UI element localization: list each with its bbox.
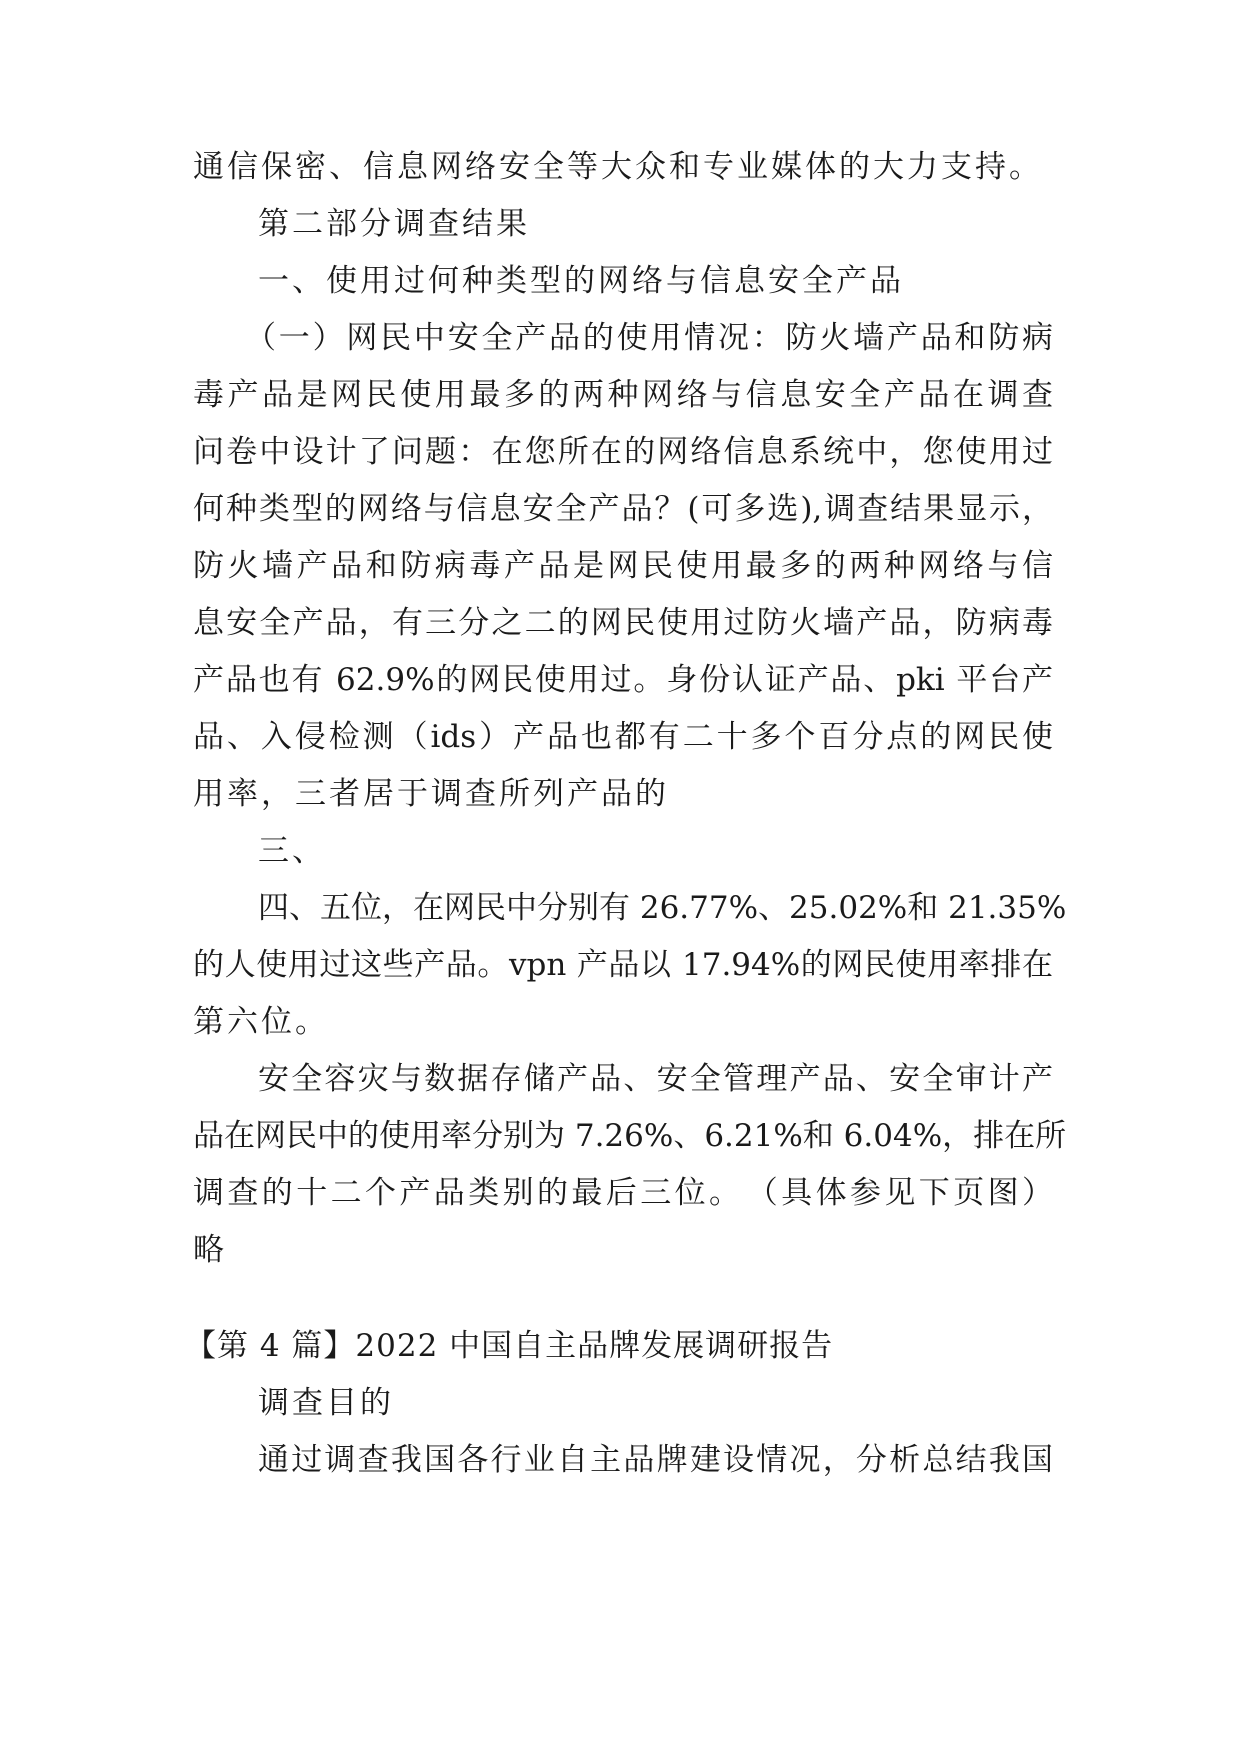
- text-line-1: 通信保密、信息网络安全等大众和专业媒体的大力支持。: [193, 149, 1043, 185]
- paragraph-line-18: 通过调查我国各行业自主品牌建设情况，分析总结我国: [258, 1442, 1053, 1478]
- paragraph-line-9: 用率，三者居于调查所列产品的: [193, 776, 669, 812]
- paragraph-line-6: 息安全产品，有三分之二的网民使用过防火墙产品，防病毒: [193, 605, 1053, 641]
- paragraph-line-3: 问卷中设计了问题：在您所在的网络信息系统中，您使用过: [193, 434, 1053, 470]
- paragraph-line-17: 略: [193, 1232, 227, 1268]
- paragraph-line-1: （一）网民中安全产品的使用情况：防火墙产品和防病: [245, 320, 1053, 356]
- paragraph-line-12: 的人使用过这些产品。vpn 产品以 17.94%的网民使用率排在: [193, 947, 1053, 983]
- subsection-heading-one: 一、使用过何种类型的网络与信息安全产品: [258, 263, 904, 299]
- paragraph-line-14: 安全容灾与数据存储产品、安全管理产品、安全审计产: [258, 1061, 1053, 1097]
- paragraph-line-16: 调查的十二个产品类别的最后三位。 （具体参见下页图）: [193, 1175, 1053, 1211]
- paragraph-line-11: 四、五位，在网民中分别有 26.77%、25.02%和 21.35%: [258, 890, 1067, 926]
- paragraph-line-15: 品在网民中的使用率分别为 7.26%、6.21%和 6.04%，排在所: [193, 1118, 1067, 1154]
- paragraph-line-2: 毒产品是网民使用最多的两种网络与信息安全产品在调查: [193, 377, 1053, 413]
- paragraph-line-4: 何种类型的网络与信息安全产品？(可多选),调查结果显示，: [193, 491, 1053, 527]
- paragraph-line-5: 防火墙产品和防病毒产品是网民使用最多的两种网络与信: [193, 548, 1053, 584]
- article-heading: 【第 4 篇】2022 中国自主品牌发展调研报告: [185, 1328, 834, 1364]
- paragraph-line-10: 三、: [258, 833, 326, 869]
- section-heading-part-two: 第二部分调查结果: [258, 206, 530, 242]
- paragraph-line-13: 第六位。: [193, 1004, 329, 1040]
- paragraph-line-8: 品、入侵检测（ids）产品也都有二十多个百分点的网民使: [193, 719, 1053, 755]
- section-heading-purpose: 调查目的: [258, 1385, 394, 1421]
- paragraph-line-7: 产品也有 62.9%的网民使用过。身份认证产品、pki 平台产: [193, 662, 1053, 698]
